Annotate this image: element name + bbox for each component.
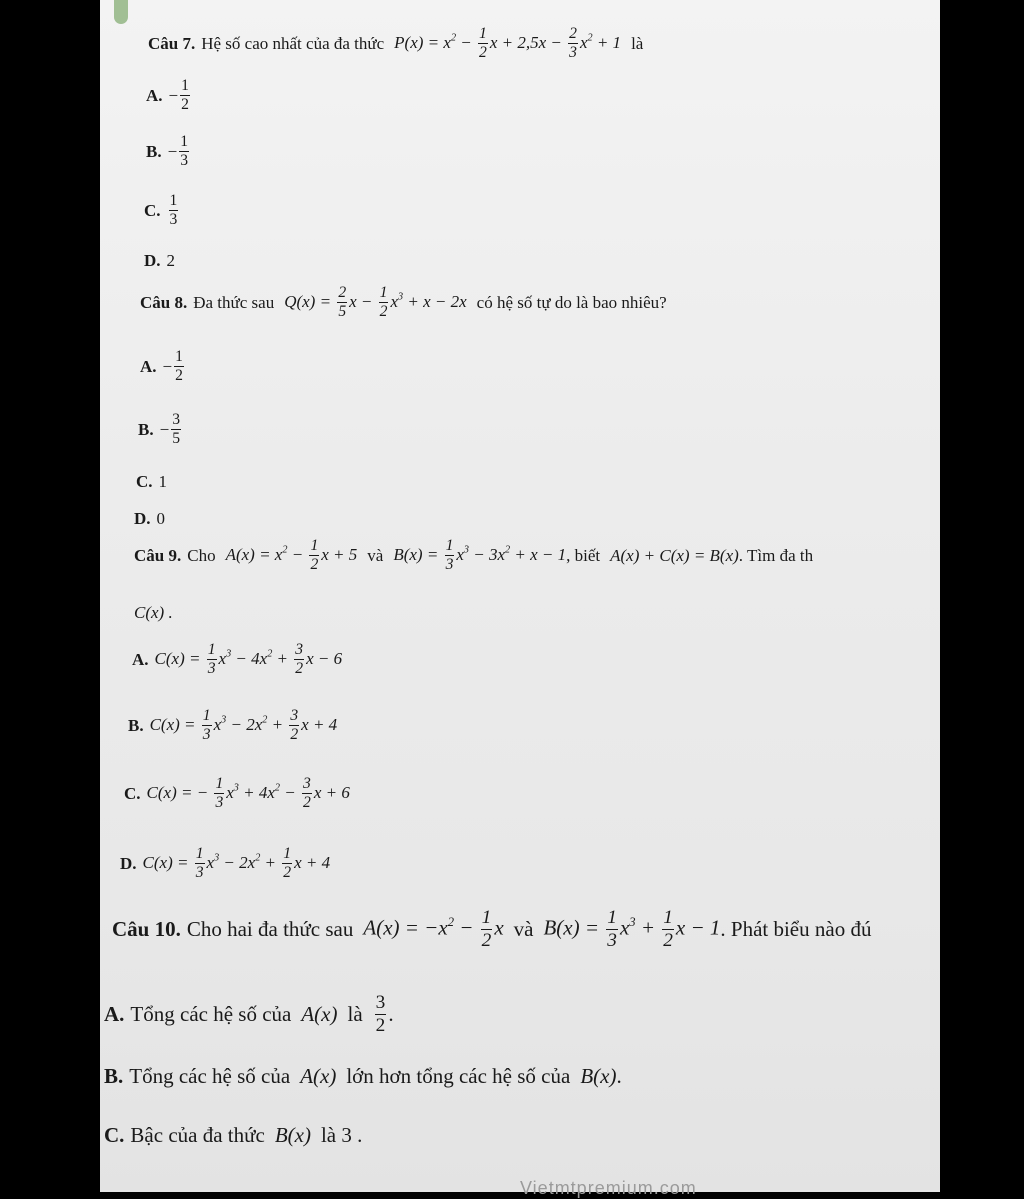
q7-question — [148, 26, 643, 62]
leaf-decoration — [114, 0, 128, 24]
q9-line2: C(x) . — [134, 603, 173, 622]
q10-option-c: C. Bậc của đa thức B(x) là 3 . — [104, 1123, 363, 1147]
q10-poly-b: B(x) = $\frac{1}{3}$ $x^3$ + $\frac{1}{2}$ x − 1 — [543, 907, 721, 952]
q9-text: Cho — [187, 546, 216, 566]
q9-label: Câu 9. — [134, 546, 182, 566]
q7-tail: là — [631, 34, 644, 54]
q8-label: Câu 8. — [140, 293, 188, 313]
q7-label: Câu 7. — [148, 34, 196, 54]
q8-option-b: B. − $\frac{3}{5}$ — [138, 411, 180, 448]
q7-option-a: A. − $\frac{1}{2}$ — [146, 77, 189, 114]
q9-poly-a: $A(x) = x^2$ − $\frac{1}{2}$ x + 5 — [225, 537, 358, 574]
q8-option-c: C. 1 — [136, 472, 168, 491]
q9-condition: A(x) + C(x) = B(x) — [610, 546, 739, 566]
q10-text: Cho hai đa thức sau — [186, 917, 354, 942]
footer-watermark: Vietmtpremium.com — [520, 1178, 697, 1198]
q8-text: Đa thức sau — [193, 293, 275, 313]
q7-option-d: D. 2 — [144, 251, 176, 270]
q8-polynomial: Q(x) = $\frac{2}{5}$ x − $\frac{1}{2}$ $x^3 + x - 2x$ — [284, 284, 467, 321]
q9-option-c: C. C(x) = − $\frac{1}{3}$ $x^3 + 4x^2$ − $\frac{3}{2}$ x + 6 — [124, 775, 350, 812]
q8-tail: có hệ số tự do là bao nhiêu? — [476, 293, 667, 313]
q9-question: Câu 9. Cho $A(x) = x^2$ − $\frac{1}{2}$ x + 5 và B(x) = $\frac{1}{3}$ $x^3 - 3x^2 + x - 1$ , biết A(x) + C(x) = B(x) . Tìm đa th — [134, 537, 814, 574]
q7-polynomial: $P(x) = x^2$ − $\frac{1}{2}$ x + 2,5x − $\frac{2}{3}$ $x^2 + 1$ — [394, 25, 622, 62]
q10-option-a: A. Tổng các hệ số của A(x) là $\frac{3}{2}$ . — [104, 992, 394, 1037]
q8-question — [140, 285, 667, 321]
q10-label: Câu 10. — [112, 917, 181, 942]
q7-option-b: B. − $\frac{1}{3}$ — [146, 133, 188, 170]
q8-option-a: A. − $\frac{1}{2}$ — [140, 348, 183, 385]
q7-text: Hệ số cao nhất của đa thức — [201, 34, 385, 54]
q10-question: Câu 10. Cho hai đa thức sau $A(x) = -x^2$ − $\frac{1}{2}$ x và B(x) = $\frac{1}{3}$ $x^3$ + $\frac{1}{2}$ x − 1 . Phát biểu nào đú — [112, 907, 872, 952]
q9-option-b: B. C(x) = $\frac{1}{3}$ $x^3 - 2x^2$ + $\frac{3}{2}$ x + 4 — [128, 707, 338, 744]
q8-option-d: D. 0 — [134, 509, 166, 528]
q9-option-a: A. C(x) = $\frac{1}{3}$ $x^3 - 4x^2$ + $\frac{3}{2}$ x − 6 — [132, 641, 343, 678]
q7-option-c: C. $\frac{1}{3}$ — [144, 192, 178, 229]
q10-option-b: B. Tổng các hệ số của A(x) lớn hơn tổng các hệ số của B(x) . — [104, 1064, 622, 1088]
q10-poly-a: $A(x) = -x^2$ − $\frac{1}{2}$ x — [363, 907, 504, 952]
q9-option-d: D. C(x) = $\frac{1}{3}$ $x^3 - 2x^2$ + $\frac{1}{2}$ x + 4 — [120, 845, 331, 882]
q9-poly-b: B(x) = $\frac{1}{3}$ $x^3 - 3x^2 + x - 1$ — [393, 537, 567, 574]
